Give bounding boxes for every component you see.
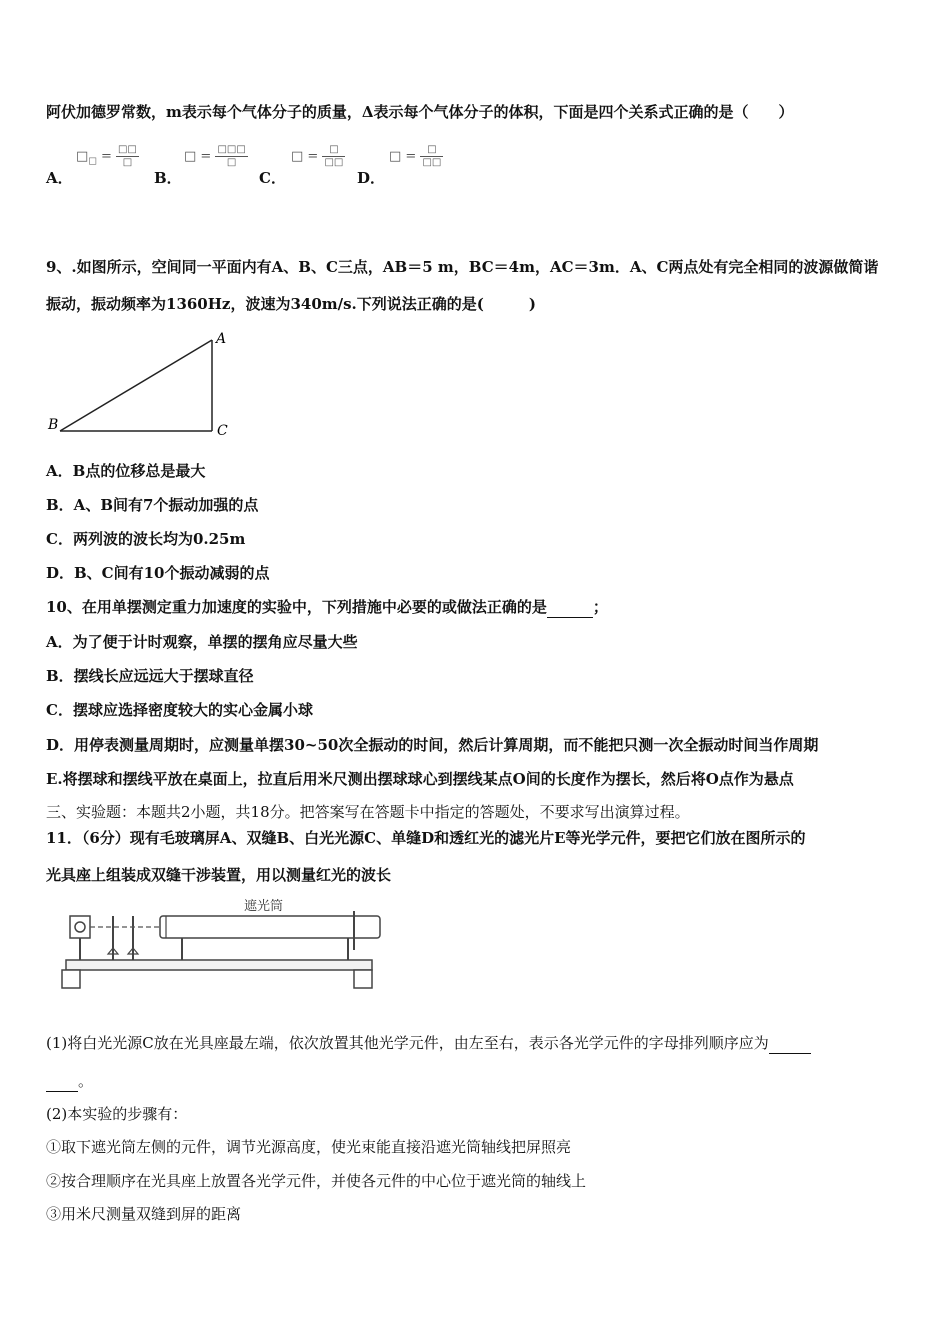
q9-stem-line1: 9、.如图所示，空间同一平面内有A、B、C三点，AB＝5 m，BC＝4m，AC＝3m．A、C两点处有完全相同的波源做简谐 xyxy=(46,258,879,276)
q9-option-c[interactable]: C．两列波的波长均为0.25m xyxy=(46,530,246,548)
section-3-heading: 三、实验题：本题共2小题，共18分。把答案写在答题卡中指定的答题处，不要求写出演算过程。 xyxy=(46,803,690,821)
light-source-icon xyxy=(70,916,90,938)
option-label: D． xyxy=(357,169,386,187)
bench-leg-right xyxy=(354,970,372,988)
q11-step-1: ①取下遮光筒左侧的元件，调节光源高度，使光束能直接沿遮光筒轴线把屏照亮 xyxy=(46,1138,572,1156)
side-ab xyxy=(60,340,212,431)
q9-option-b[interactable]: B．A、B间有7个振动加强的点 xyxy=(46,496,259,514)
bench-rail xyxy=(66,960,372,970)
q11-stem-line2: 光具座上组装成双缝干涉装置，用以测量红光的波长 xyxy=(46,866,392,884)
q10-option-b[interactable]: B．摆线长应远远大于摆球直径 xyxy=(46,667,254,685)
formula-d: □ = $\frac{□}{□□}$ xyxy=(389,144,442,168)
q10-stem: 10、在用单摆测定重力加速度的实验中，下列措施中必要的或做法正确的是 ； xyxy=(46,598,608,616)
q11-part1: (1)将白光光源C放在光具座最左端，依次放置其他光学元件，由左至右，表示各光学元件的字母排列顺序应为 xyxy=(46,1033,811,1054)
answer-blank[interactable] xyxy=(547,597,593,618)
label-b: B xyxy=(48,417,59,433)
q10-option-a[interactable]: A．为了便于计时观察，单摆的摆角应尽量大些 xyxy=(46,633,358,651)
q11-step-2: ②按合理顺序在光具座上放置各光学元件，并使各元件的中心位于遮光筒的轴线上 xyxy=(46,1172,587,1190)
formula-c: □ = $\frac{□}{□□}$ xyxy=(291,144,344,168)
option-label: B． xyxy=(154,169,182,187)
optical-bench-figure xyxy=(58,894,388,994)
q11-part1-cont: 。 xyxy=(46,1071,93,1092)
label-c: C xyxy=(217,423,228,439)
q9-stem-line2: 振动，振动频率为1360Hz，波速为340m/s.下列说法正确的是( ) xyxy=(46,295,536,313)
bench-leg-left xyxy=(62,970,80,988)
q10-option-d[interactable]: D．用停表测量周期时，应测量单摆30~50次全振动的时间，然后计算周期，而不能把只测一次全振动时间当作周期 xyxy=(46,736,819,754)
q10-option-e[interactable]: E.将摆球和摆线平放在桌面上，拉直后用米尺测出摆球球心到摆线某点O间的长度作为摆长，然后将O点作为悬点 xyxy=(46,770,794,788)
option-label: A． xyxy=(46,169,73,187)
option-label: C． xyxy=(259,169,286,187)
q11-step-3: ③用米尺测量双缝到屏的距离 xyxy=(46,1205,242,1223)
q9-option-a[interactable]: A．B点的位移总是最大 xyxy=(46,462,206,480)
label-a: A xyxy=(216,331,227,347)
q11-part2: (2)本实验的步骤有： xyxy=(46,1105,188,1123)
q11-stem-line1: 11．（6分）现有毛玻璃屏A、双缝B、白光光源C、单缝D和透红光的滤光片E等光学元件，要把它们放在图所示的 xyxy=(46,829,806,847)
q8-stem: 阿伏加德罗常数，m表示每个气体分子的质量，Δ表示每个气体分子的体积，下面是四个关系式正确的是（ ） xyxy=(46,103,794,121)
formula-b: □ = $\frac{□□□}{□}$ xyxy=(184,144,246,168)
formula-a: $□_□$ = $\frac{□□}{□}$ xyxy=(76,144,137,168)
answer-blank-1[interactable] xyxy=(769,1033,811,1054)
answer-blank-2[interactable] xyxy=(46,1071,78,1092)
q9-option-d[interactable]: D．B、C间有10个振动减弱的点 xyxy=(46,564,270,582)
q8-options xyxy=(46,142,646,192)
shading-tube xyxy=(160,916,380,938)
tube-label: 遮光筒 xyxy=(244,899,284,914)
q10-option-c[interactable]: C．摆球应选择密度较大的实心金属小球 xyxy=(46,701,313,719)
triangle-figure xyxy=(44,326,244,442)
